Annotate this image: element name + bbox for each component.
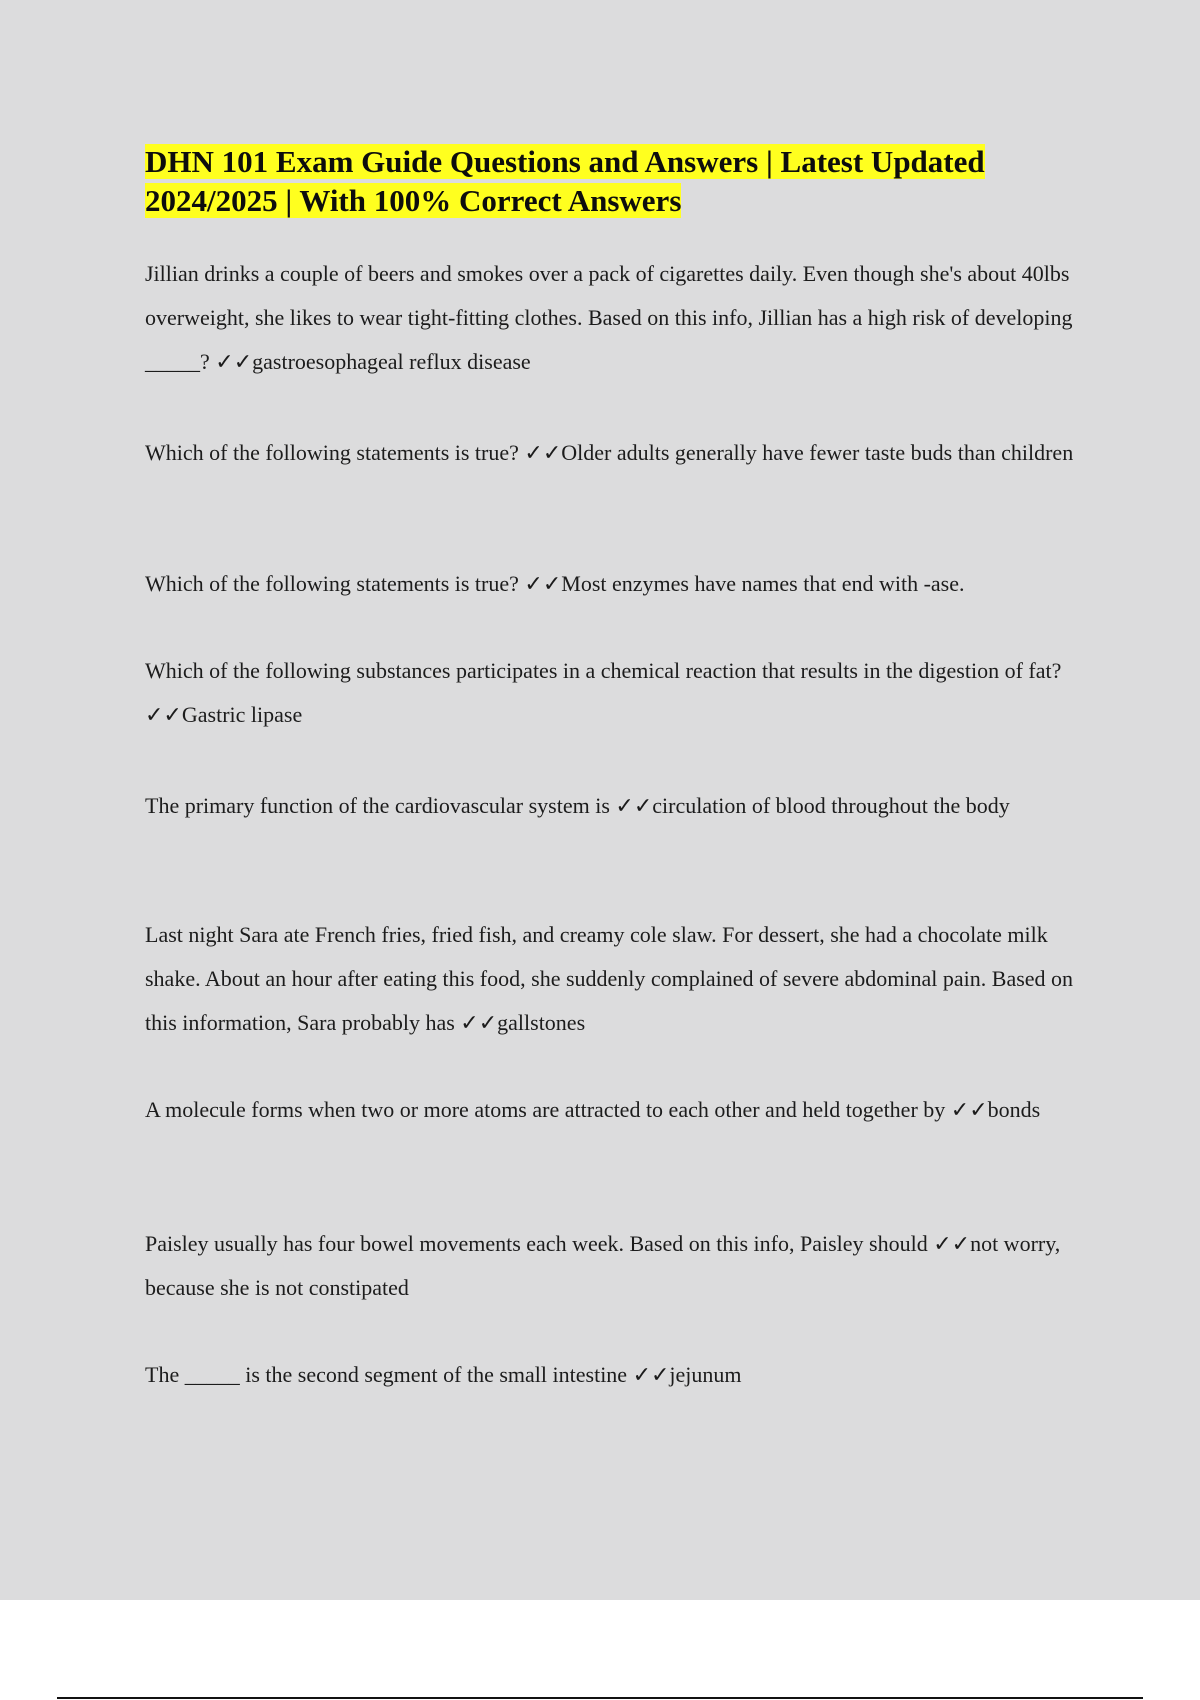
qa-item-8: Paisley usually has four bowel movements each week. Based on this info, Paisley should ✓✓not worry, because she is not constipated	[145, 1231, 1061, 1300]
qa-item-6: Last night Sara ate French fries, fried fish, and creamy cole slaw. For dessert, she had a chocolate milk shake. About an hour after eating this food, she suddenly complained of severe abdominal pain. Based on this information, Sara probably has ✓✓gallstones	[145, 922, 1074, 1035]
qa-item-4: Which of the following substances participates in a chemical reaction that results in the digestion of fat? ✓✓Gastric lipase	[145, 658, 1062, 727]
qa-item-9: The _____ is the second segment of the small intestine ✓✓jejunum	[145, 1362, 742, 1387]
document-title	[145, 142, 1045, 220]
qa-item-7: A molecule forms when two or more atoms are attracted to each other and held together by ✓✓bonds	[145, 1097, 1041, 1122]
title-highlight: DHN 101 Exam Guide Questions and Answers | Latest Updated 2024/2025 | With 100% Correct Answers	[145, 144, 985, 218]
qa-item-3: Which of the following statements is true? ✓✓Most enzymes have names that end with -ase.	[145, 571, 965, 596]
qa-item-5: The primary function of the cardiovascular system is ✓✓circulation of blood throughout the body	[145, 793, 1010, 818]
qa-item-2: Which of the following statements is true? ✓✓Older adults generally have fewer taste buds than children	[145, 440, 1074, 465]
bottom-divider	[57, 1697, 1143, 1699]
qa-item-1: Jillian drinks a couple of beers and smokes over a pack of cigarettes daily. Even though she's about 40lbs overweight, she likes to wear tight-fitting clothes. Based on this info, Jillian has a high risk of developing _____? ✓✓gastroesophageal reflux disease	[145, 261, 1073, 374]
